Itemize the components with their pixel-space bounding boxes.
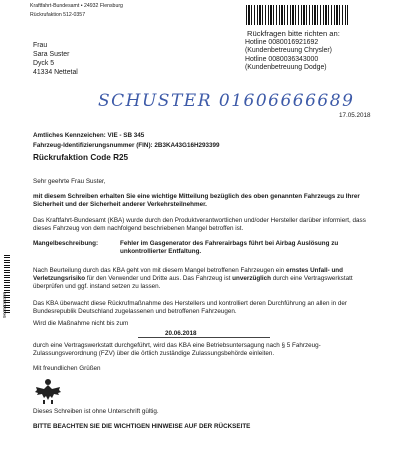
contact-block (245, 39, 332, 73)
footer-notice: BITTE BEACHTEN SIE DIE WICHTIGEN HINWEISE AUF DER RÜCKSEITE (33, 423, 251, 430)
contact-heading: Rückfragen bitte richten an: (247, 29, 340, 38)
recipient-salutation: Frau (33, 42, 48, 49)
contact-hotline-1: Hotline 0080016921692 (245, 39, 319, 46)
paragraph-consequence: durch eine Vertragswerkstatt durchgeführt, wird das KBA eine Betriebsuntersagung nach § 5 Fahrzeug-Zulassungsverordnung (FZV) über die örtlich zuständige Zulassungsbehörde einleiten. (33, 342, 321, 358)
federal-eagle-icon (34, 376, 62, 406)
paragraph-monitoring: Das KBA überwacht diese Rückrufmaßnahme des Herstellers und kontrolliert deren Durchführung an allen in der Bundesrepublik Deutschland zugelassenen und betroffenen Fahrzeugen. (33, 300, 347, 316)
no-signature-note: Dieses Schreiben ist ohne Unterschrift gültig. (33, 408, 159, 415)
paragraph-risk (33, 267, 371, 292)
barcode (246, 5, 348, 25)
handwritten-note: SCHUSTER 01606666689 (98, 91, 355, 111)
risk-emphasis: ernstes Unfall- und Verletzungsrisiko (33, 267, 343, 283)
urgency-emphasis: unverzüglich (232, 275, 272, 283)
paragraph-kba-informed: Das Kraftfahrt-Bundesamt (KBA) wurde durch den Produktverantwortlichen und/oder Hersteller darüber informiert, dass dieses Fahrzeug von dem nachfolgend beschriebenen Mangel betroffen ist. (33, 217, 366, 233)
contact-note-1: (Kundenbetreuung Chrysler) (245, 47, 332, 55)
contact-hotline-2: Hotline 0080036343000 (245, 55, 319, 63)
letter-date: 17.05.2018 (339, 112, 371, 119)
reference-number: Rückrufaktion 512-0357 (30, 12, 86, 18)
risk-text-2: für den Verwender und Dritte aus. Das Fahrzeug ist (85, 275, 233, 283)
side-code: 9K09830399 (2, 291, 7, 318)
greeting: Sehr geehrte Frau Suster, (33, 178, 106, 185)
intro-paragraph: mit diesem Schreiben erhalten Sie eine wichtige Mitteilung bezüglich des oben genannten Fahrzeugs zu Ihrer Sicherheit und der Sicherheit anderer Verkehrsteilnehmer. (33, 193, 360, 209)
deadline-prefix: Wird die Maßnahme nicht bis zum (33, 320, 129, 327)
plate-number: Amtliches Kennzeichen: VIE - SB 345 (33, 132, 145, 139)
recipient-address (33, 41, 78, 77)
subject: Rückrufaktion Code R25 (33, 153, 129, 162)
recipient-street: Dyck 5 (33, 60, 55, 67)
vin: Fahrzeug-Identifizierungsnummer (FIN): 2B3KA43G16H293399 (33, 142, 220, 149)
recipient-city: 41334 Nettetal (33, 69, 78, 76)
risk-text-3: durch eine Vertragswerkstatt überprüfen und ggf. instand setzen zu lassen. (33, 275, 353, 291)
deadline-date: 20.06.2018 (165, 330, 197, 337)
defect-label: Mangelbeschreibung: (33, 240, 99, 247)
recipient-name: Sara Suster (33, 51, 70, 58)
defect-description: Fehler im Gasgenerator des Fahrerairbags führt bei Airbag Auslösung zu unkontrollierter Entfaltung. (120, 240, 339, 256)
closing: Mit freundlichen Grüßen (33, 365, 101, 372)
sender-line: Kraftfahrt-Bundesamt • 24932 Flensburg (30, 3, 123, 9)
risk-text-1: Nach Beurteilung durch das KBA geht von mit diesem Mangel betroffenen Fahrzeugen ein (33, 267, 286, 274)
contact-note-2: (Kundenbetreuung Dodge) (245, 64, 327, 72)
deadline-underline (138, 337, 270, 338)
